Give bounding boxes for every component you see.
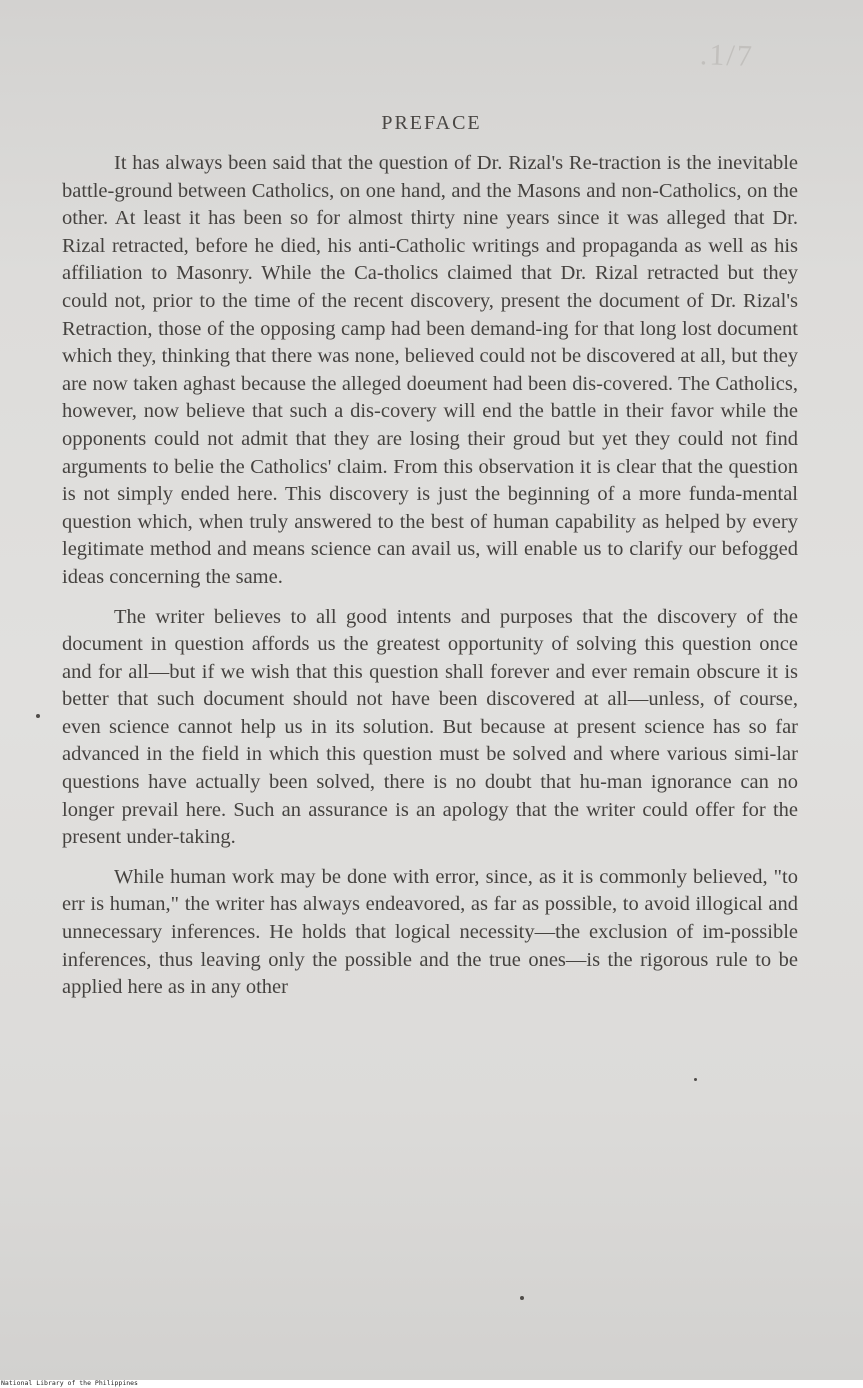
ink-speck: [694, 1078, 697, 1081]
ink-speck: [520, 1296, 524, 1300]
paragraph-3: While human work may be done with error, since, as it is commonly believed, "to err is human," the writer has always endeavored, as far as possible, to avoid illogical and unnecessary inferences. He holds that logical necessity—the exclusion of im-possible inferences, thus leaving only the possible and the true ones—is the rigorous rule to be applied here as in any other: [62, 865, 798, 999]
footer-bar: [0, 1380, 863, 1388]
paragraph-2: The writer believes to all good intents and purposes that the discovery of the document in question affords us the greatest opportunity of solving this question once and for all—but if we wish that this question shall forever and ever remain obscure it is better that such document should not have been discovered at all—unless, of course, even science cannot help us in its solution. But because at present science has so far advanced in the field in which this question must be solved and where various simi-lar questions have actually been solved, there is no doubt that hu-man ignorance can no longer prevail here. Such an assurance is an apology that the writer could offer for the present under-taking.: [62, 605, 798, 849]
body-text: [62, 150, 798, 1014]
page-title: PREFACE: [381, 112, 482, 134]
paragraph-1: It has always been said that the question of Dr. Rizal's Re-traction is the inevitable battle-ground between Catholics, on one hand, and the Masons and non-Catholics, on the other. At least it has been so for almost thirty nine years since it was alleged that Dr. Rizal retracted, before he died, his anti-Catholic writings and propaganda as well as his affiliation to Masonry. While the Ca-tholics claimed that Dr. Rizal retracted but they could not, prior to the time of the recent discovery, present the document of Dr. Rizal's Retraction, those of the opposing camp had been demand-ing for that long lost document which they, thinking that there was none, believed could not be discovered at all, but they are now taken aghast because the alleged doeument had been dis-covered. The Catholics, however, now believe that such a dis-covery will end the battle in their favor while the opponents could not admit that they are losing their groud but yet they could not find arguments to belie the Catholics' claim. From this observation it is clear that the question is not simply ended here. This discovery is just the beginning of a more funda-mental question which, when truly answered to the best of human capability as helped by every legitimate method and means science can avail us, will enable us to clarify our befogged ideas concerning the same.: [62, 152, 798, 588]
show-through-text: .1/7: [699, 38, 755, 73]
footer-credit: National Library of the Philippines: [1, 1379, 138, 1387]
ink-speck: [36, 714, 40, 718]
